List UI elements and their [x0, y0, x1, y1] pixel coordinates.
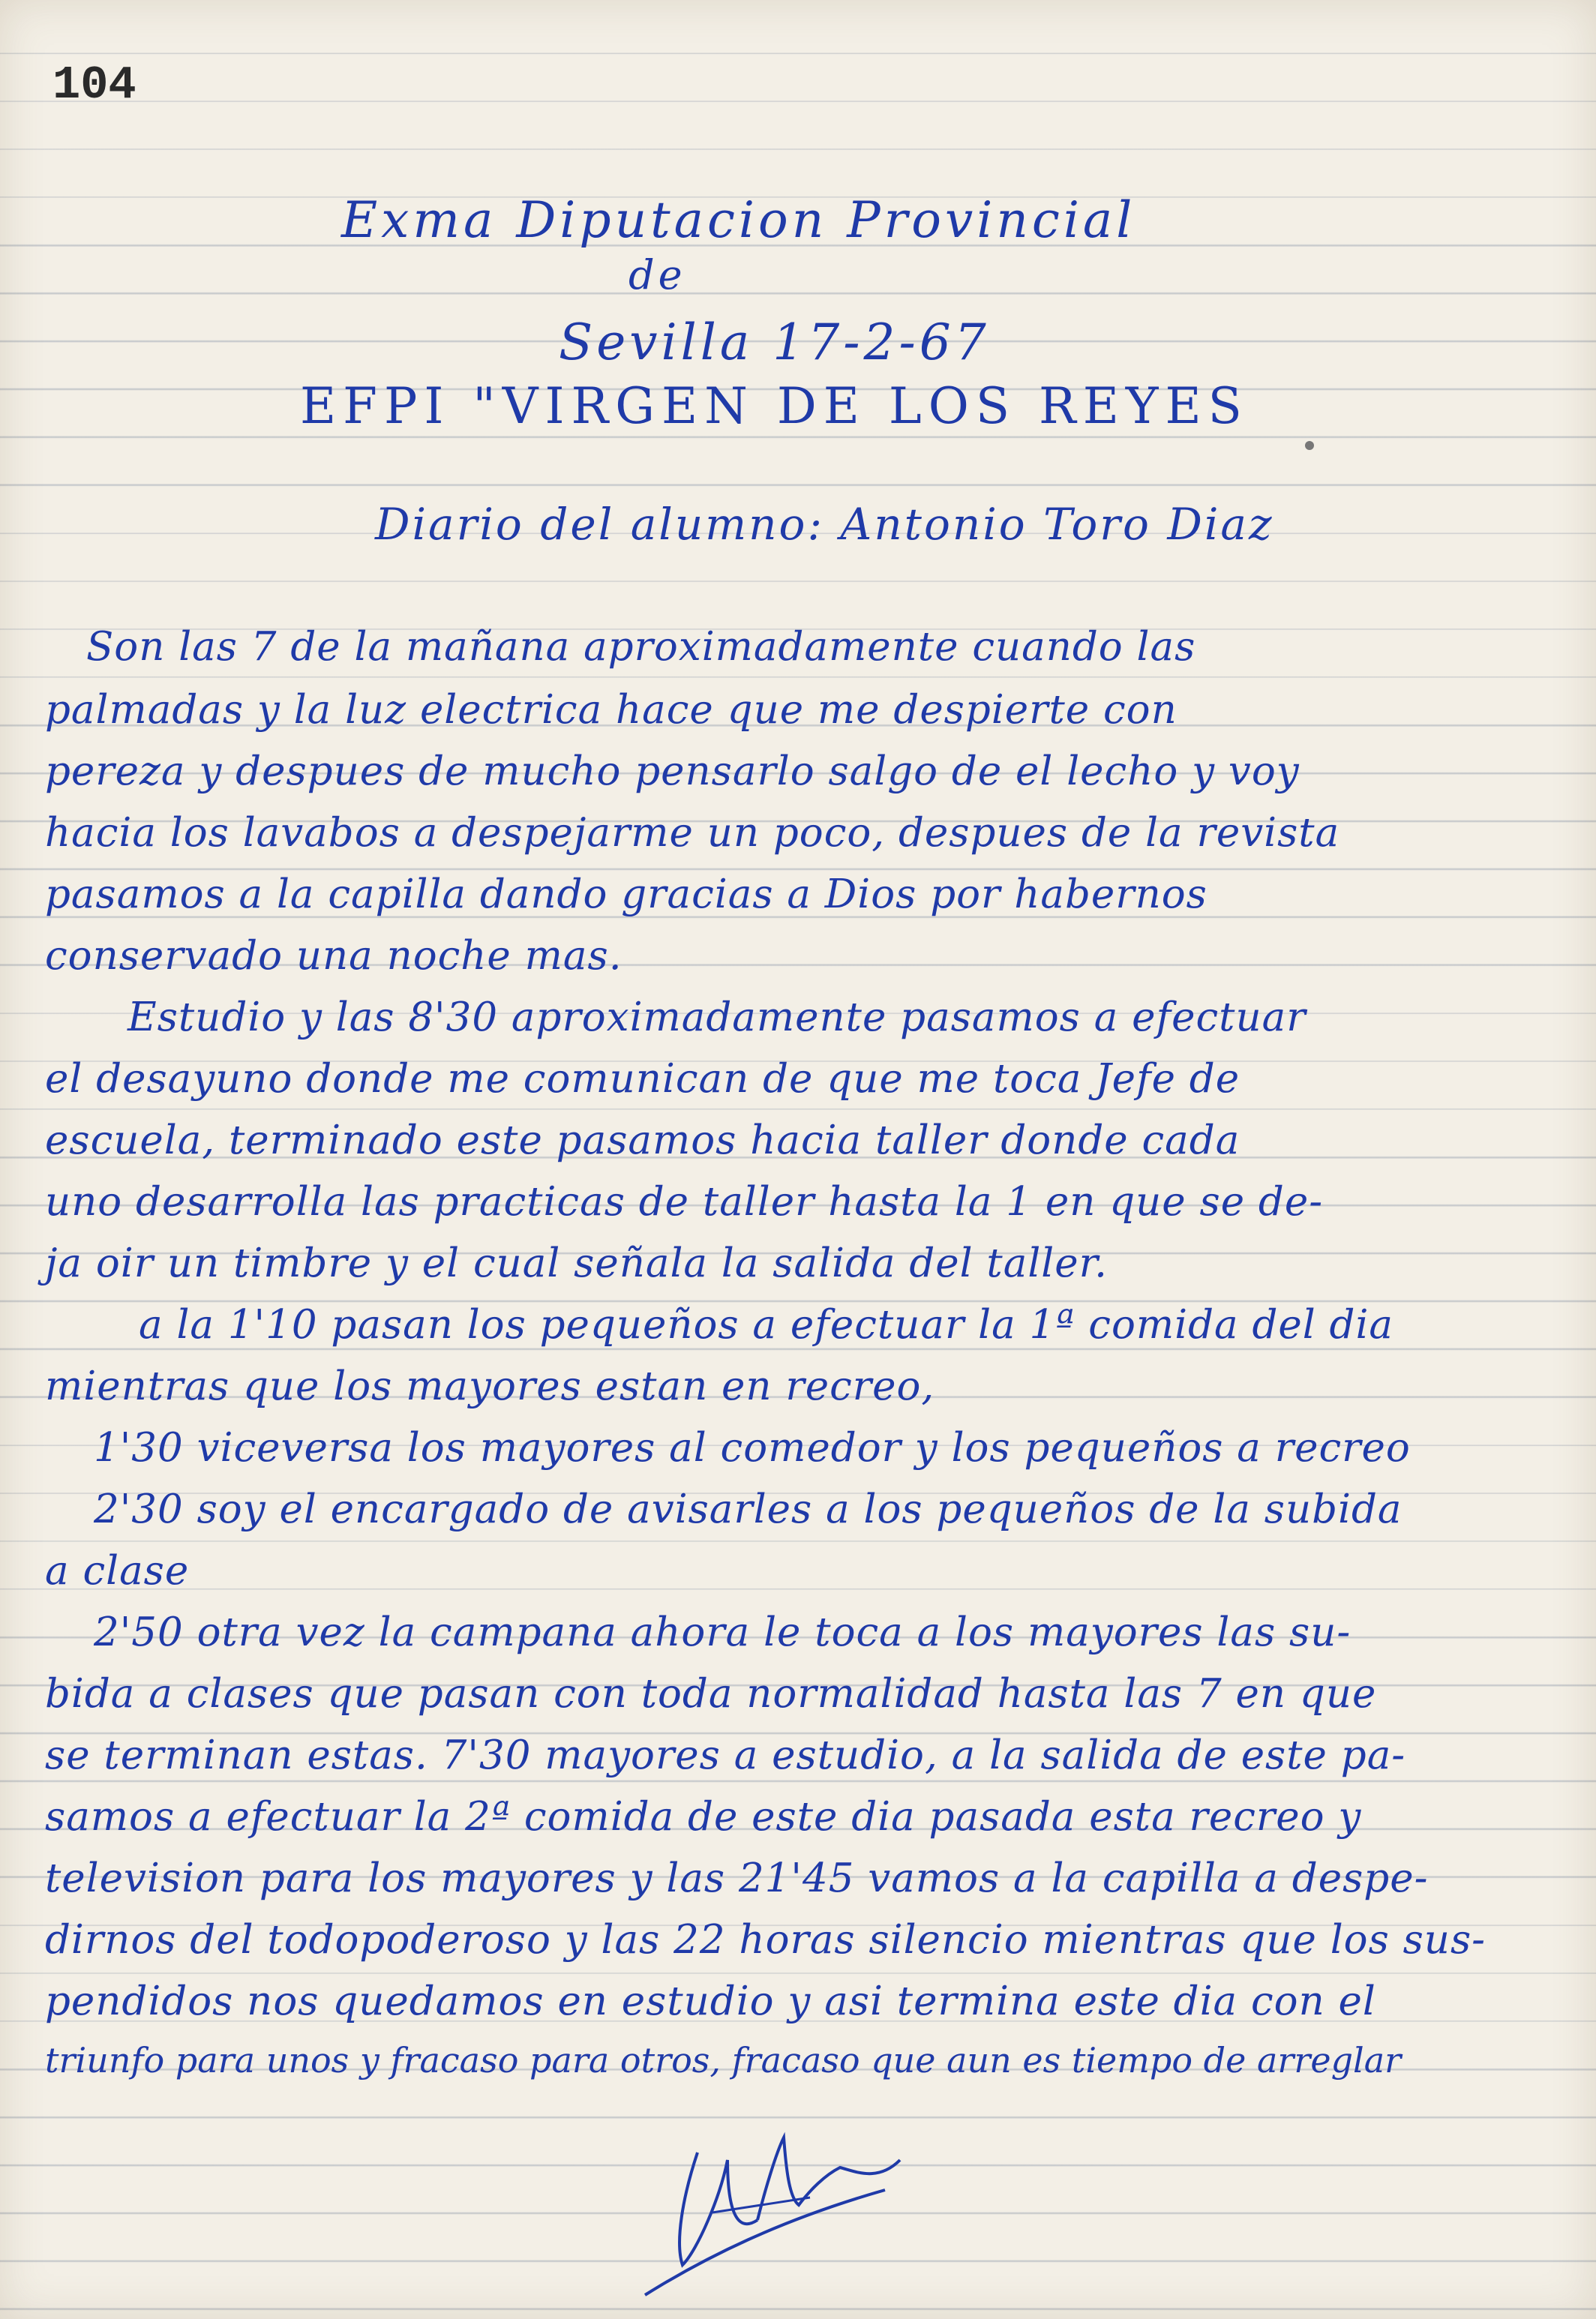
body-line: a clase	[45, 1548, 190, 1594]
body-line: se terminan estas. 7'30 mayores a estudio, a la salida de este pa-	[45, 1732, 1406, 1778]
body-line: Estudio y las 8'30 aproximadamente pasamos a efectuar	[128, 994, 1306, 1040]
body-line: el desayuno donde me comunican de que me toca Jefe de	[45, 1056, 1240, 1102]
body-line: triunfo para unos y fracaso para otros, fracaso que aun es tiempo de arreglar	[45, 2040, 1402, 2080]
body-line: a la 1'10 pasan los pequeños a efectuar la 1ª comida del dia	[139, 1302, 1394, 1348]
diary-title: Diario del alumno: Antonio Toro Diaz	[375, 499, 1274, 550]
body-line: 1'30 viceversa los mayores al comedor y los pequeños a recreo	[94, 1425, 1411, 1471]
body-line: television para los mayores y las 21'45 vamos a la capilla a despe-	[45, 1856, 1429, 1901]
institution-heading: Exma Diputacion Provincial	[341, 191, 1136, 249]
school-name: EFPI "VIRGEN DE LOS REYES	[300, 377, 1249, 435]
body-line: escuela, terminado este pasamos hacia taller donde cada	[45, 1118, 1240, 1163]
signature	[615, 2108, 930, 2302]
body-line: 2'30 soy el encargado de avisarles a los pequeños de la subida	[94, 1486, 1402, 1532]
body-line: 2'50 otra vez la campana ahora le toca a los mayores las su-	[94, 1610, 1352, 1655]
place-date: Sevilla 17-2-67	[559, 314, 990, 371]
body-line: pasamos a la capilla dando gracias a Dios por habernos	[45, 872, 1208, 917]
body-line: uno desarrolla las practicas de taller hasta la 1 en que se de-	[45, 1179, 1324, 1225]
body-line: dirnos del todopoderoso y las 22 horas silencio mientras que los sus-	[45, 1917, 1486, 1963]
heading-de: de	[628, 251, 686, 298]
body-line: pereza y despues de mucho pensarlo salgo de el lecho y voy	[45, 748, 1300, 794]
body-line: hacia los lavabos a despejarme un poco, despues de la revista	[45, 810, 1340, 856]
body-line: mientras que los mayores estan en recreo,	[45, 1364, 935, 1409]
body-line: palmadas y la luz electrica hace que me despierte con	[45, 687, 1178, 733]
body-line: conservado una noche mas.	[45, 933, 622, 979]
body-line: samos a efectuar la 2ª comida de este dia pasada esta recreo y	[45, 1794, 1362, 1840]
page-number: 104	[52, 58, 136, 112]
body-line: Son las 7 de la mañana aproximadamente cuando las	[86, 624, 1196, 670]
body-line: pendidos nos quedamos en estudio y asi termina este dia con el	[45, 1978, 1376, 2024]
ink-dot	[1305, 441, 1314, 450]
body-line: ja oir un timbre y el cual señala la salida del taller.	[45, 1240, 1108, 1286]
body-line: bida a clases que pasan con toda normalidad hasta las 7 en que	[45, 1671, 1377, 1717]
